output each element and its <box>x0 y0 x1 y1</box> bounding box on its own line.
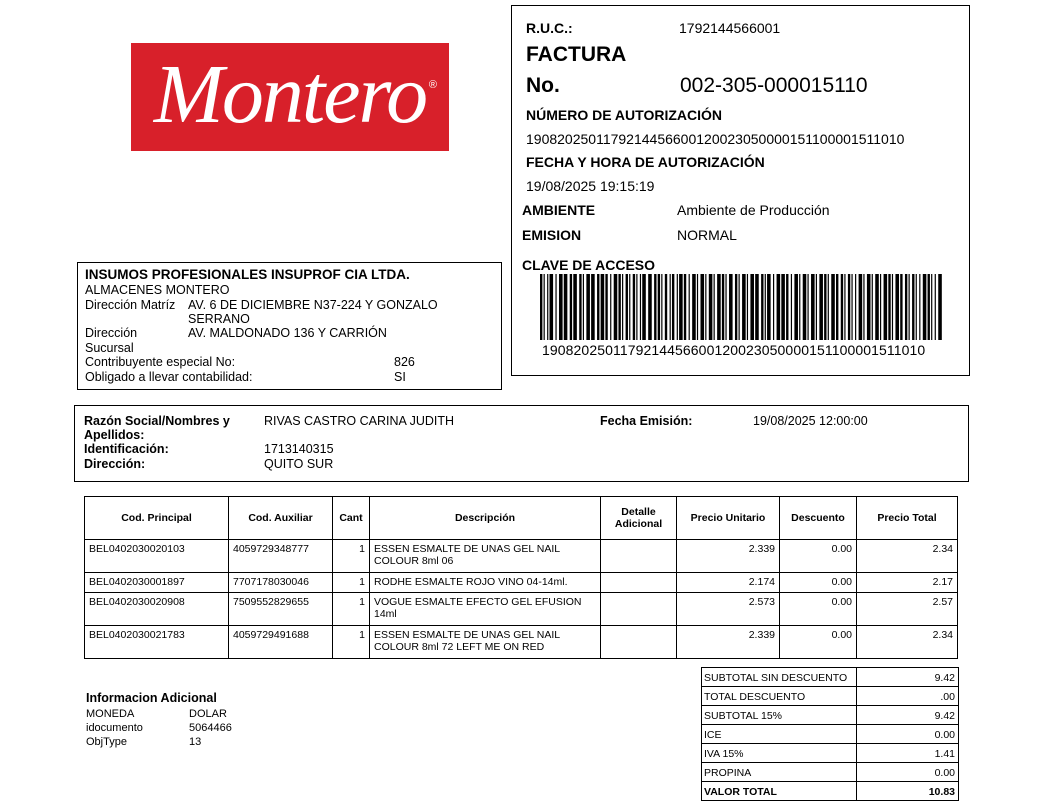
authorization-date-label: FECHA Y HORA DE AUTORIZACIÓN <box>526 154 765 170</box>
barcode-bar <box>863 274 864 340</box>
barcode-bar <box>636 274 637 340</box>
totals-row <box>702 687 959 706</box>
access-key-label: CLAVE DE ACCESO <box>522 257 656 273</box>
barcode-bar <box>884 274 888 340</box>
ice-label: ICE <box>702 725 857 744</box>
header-descuento: Descuento <box>780 497 857 540</box>
cell-descripcion: VOGUE ESMALTE EFECTO GEL EFUSION 14ml <box>370 593 601 626</box>
cell-cant: 1 <box>333 593 370 626</box>
barcode-bar <box>803 274 807 340</box>
barcode-bar <box>765 274 766 340</box>
barcode-bar <box>722 274 724 340</box>
cell-precio-total: 2.34 <box>857 626 958 659</box>
subtotal-15-label: SUBTOTAL 15% <box>702 706 857 725</box>
barcode-bar <box>755 274 759 340</box>
barcode-bar <box>841 274 843 340</box>
barcode-bar <box>816 274 817 340</box>
totals-table <box>701 667 959 801</box>
cell-detalle <box>601 593 677 626</box>
logo-text: Montero <box>153 48 427 141</box>
cell-cod-auxiliar: 7509552829655 <box>229 593 333 626</box>
buyer-id: 1713140315 <box>264 442 334 456</box>
authorization-number: 1908202501179214456600120023050000151100001511010 <box>526 131 905 147</box>
barcode-bar <box>591 274 595 340</box>
cell-descripcion: RODHE ESMALTE ROJO VINO 04-14ml. <box>370 573 601 593</box>
barcode-bar <box>583 274 584 340</box>
cell-descripcion: ESSEN ESMALTE DE UNAS GEL NAIL COLOUR 8ml 06 <box>370 540 601 573</box>
buyer-name-label: Razón Social/Nombres y <box>84 414 230 428</box>
authorization-date: 19/08/2025 19:15:19 <box>526 178 655 194</box>
cell-precio-unitario: 2.174 <box>677 573 780 593</box>
barcode-bar <box>665 274 667 340</box>
cell-precio-total: 2.57 <box>857 593 958 626</box>
buyer-name: RIVAS CASTRO CARINA JUDITH <box>264 414 455 428</box>
branch-address: AV. MALDONADO 136 Y CARRIÓN <box>188 326 387 340</box>
cell-descripcion: ESSEN ESMALTE DE UNAS GEL NAIL COLOUR 8ml 72 LEFT ME ON RED <box>370 626 601 659</box>
barcode-bar <box>559 274 563 340</box>
barcode-bar <box>791 274 792 340</box>
totals-row <box>702 782 959 801</box>
tip-value: 0.00 <box>857 763 959 782</box>
invoice-number-label: No. <box>526 74 560 97</box>
additional-info-title: Informacion Adicional <box>86 691 217 705</box>
iva-label: IVA 15% <box>702 744 857 763</box>
barcode-bar <box>928 274 930 340</box>
cell-precio-total: 2.34 <box>857 540 958 573</box>
totals-row <box>702 744 959 763</box>
barcode-bar <box>909 274 910 340</box>
environment-label: AMBIENTE <box>522 202 596 218</box>
cell-cant: 1 <box>333 573 370 593</box>
cell-cant: 1 <box>333 540 370 573</box>
barcode-bar <box>836 274 838 340</box>
issue-date-label: Fecha Emisión: <box>600 414 693 428</box>
grand-total-value: 10.83 <box>857 782 959 801</box>
table-row <box>85 540 958 573</box>
subtotal-value: 9.42 <box>857 668 959 687</box>
barcode-bar <box>654 274 656 340</box>
cell-descuento: 0.00 <box>780 573 857 593</box>
barcode-bar <box>935 274 936 340</box>
buyer-address-label: Dirección: <box>84 457 146 471</box>
totals-row <box>702 763 959 782</box>
barcode-bar <box>677 274 678 340</box>
emission-value: NORMAL <box>677 227 737 243</box>
header-cod-principal: Cod. Principal <box>85 497 229 540</box>
barcode-bar <box>851 274 852 340</box>
main-address-label: Dirección Matríz <box>85 298 176 312</box>
barcode-bar <box>648 274 652 340</box>
invoice-header-box <box>511 5 970 376</box>
barcode-bar <box>781 274 785 340</box>
barcode-bar <box>640 274 641 340</box>
cell-precio-unitario: 2.339 <box>677 626 780 659</box>
document-type: FACTURA <box>526 43 627 66</box>
additional-info-key: ObjType <box>86 736 127 748</box>
barcode-bar <box>579 274 581 340</box>
barcode-bar <box>828 274 829 340</box>
barcode-bar <box>670 274 671 340</box>
cell-cod-principal: BEL0402030021783 <box>85 626 229 659</box>
barcode-bar <box>700 274 704 340</box>
tip-label: PROPINA <box>702 763 857 782</box>
buyer-address: QUITO SUR <box>264 457 334 471</box>
barcode-bar <box>697 274 698 340</box>
grand-total-label: VALOR TOTAL <box>702 782 857 801</box>
emission-label: EMISION <box>522 227 582 243</box>
authorization-number-label: NÚMERO DE AUTORIZACIÓN <box>526 107 722 123</box>
cell-cod-principal: BEL0402030001897 <box>85 573 229 593</box>
accounting-label: Obligado a llevar contabilidad: <box>85 370 253 384</box>
barcode-bar <box>739 274 740 340</box>
barcode-bar <box>618 274 620 340</box>
montero-logo <box>131 43 449 151</box>
barcode-bar <box>855 274 856 340</box>
barcode-bar <box>705 274 706 340</box>
cell-detalle <box>601 540 677 573</box>
header-precio-total: Precio Total <box>857 497 958 540</box>
barcode-bar <box>540 274 542 340</box>
barcode-bar <box>773 274 774 340</box>
issuer-trade-name: ALMACENES MONTERO <box>85 283 230 297</box>
barcode-bar <box>923 274 927 340</box>
access-key-digits: 1908202501179214456600120023050000151100001511010 <box>542 342 926 358</box>
barcode-bar <box>919 274 920 340</box>
main-address-line2: SERRANO <box>188 312 250 326</box>
cell-descuento: 0.00 <box>780 540 857 573</box>
cell-precio-unitario: 2.339 <box>677 540 780 573</box>
environment-value: Ambiente de Producción <box>677 202 830 218</box>
barcode-bar <box>642 274 646 340</box>
registered-mark: ® <box>428 79 437 91</box>
total-discount-value: .00 <box>857 687 959 706</box>
buyer-id-label: Identificación: <box>84 442 169 456</box>
barcode-bar <box>633 274 635 340</box>
barcode-bar <box>819 274 823 340</box>
barcode-bar <box>692 274 696 340</box>
branch-address-label-2: Sucursal <box>85 341 134 355</box>
table-row <box>85 593 958 626</box>
barcode-bar <box>794 274 798 340</box>
iva-value: 1.41 <box>857 744 959 763</box>
additional-info-key: idocumento <box>86 722 143 734</box>
access-key-barcode <box>540 274 943 346</box>
barcode-bar <box>872 274 873 340</box>
items-header-row <box>85 497 958 540</box>
barcode-bar <box>626 274 628 340</box>
table-row <box>85 626 958 659</box>
barcode-bar <box>824 274 826 340</box>
barcode-bar <box>570 274 572 340</box>
issuer-box <box>77 262 502 390</box>
additional-info-key: MONEDA <box>86 708 135 720</box>
barcode-bar <box>679 274 683 340</box>
barcode-bar <box>895 274 899 340</box>
barcode-bar <box>550 274 554 340</box>
cell-descuento: 0.00 <box>780 593 857 626</box>
barcode-bar <box>767 274 771 340</box>
subtotal-label: SUBTOTAL SIN DESCUENTO <box>702 668 857 687</box>
barcode-bar <box>586 274 590 340</box>
header-cant: Cant <box>333 497 370 540</box>
barcode-bar <box>614 274 618 340</box>
barcode-bar <box>555 274 556 340</box>
additional-info-value: 5064466 <box>189 722 232 734</box>
issuer-name: INSUMOS PROFESIONALES INSUPROF CIA LTDA. <box>85 267 410 282</box>
cell-cod-principal: BEL0402030020908 <box>85 593 229 626</box>
barcode-bar <box>610 274 611 340</box>
barcode-bar <box>573 274 577 340</box>
barcode-bar <box>880 274 881 340</box>
cell-cod-principal: BEL0402030020103 <box>85 540 229 573</box>
accounting-value: SI <box>394 370 406 384</box>
barcode-bar <box>892 274 893 340</box>
main-address-line1: AV. 6 DE DICIEMBRE N37-224 Y GONZALO <box>188 298 438 312</box>
barcode-bar <box>750 274 754 340</box>
barcode-bar <box>831 274 835 340</box>
totals-row <box>702 706 959 725</box>
barcode-bar <box>661 274 662 340</box>
subtotal-15-value: 9.42 <box>857 706 959 725</box>
barcode-bar <box>629 274 630 340</box>
cell-cod-auxiliar: 4059729491688 <box>229 626 333 659</box>
barcode-bar <box>811 274 815 340</box>
barcode-bar <box>931 274 932 340</box>
ice-value: 0.00 <box>857 725 959 744</box>
barcode-bar <box>938 274 942 340</box>
barcode-bar <box>761 274 763 340</box>
total-discount-label: TOTAL DESCUENTO <box>702 687 857 706</box>
barcode-bar <box>717 274 721 340</box>
barcode-bar <box>905 274 907 340</box>
barcode-bar <box>672 274 674 340</box>
barcode-bar <box>786 274 788 340</box>
cell-descuento: 0.00 <box>780 626 857 659</box>
table-row <box>85 573 958 593</box>
ruc-label: R.U.C.: <box>526 20 573 36</box>
buyer-name-label-2: Apellidos: <box>84 428 145 442</box>
cell-detalle <box>601 626 677 659</box>
header-detalle-adicional: Detalle Adicional <box>601 497 677 540</box>
barcode-bar <box>900 274 902 340</box>
barcode-bar <box>916 274 917 340</box>
barcode-bar <box>601 274 605 340</box>
additional-info-value: DOLAR <box>189 708 227 720</box>
barcode-bar <box>747 274 748 340</box>
barcode-bar <box>605 274 607 340</box>
barcode-bar <box>867 274 871 340</box>
barcode-bar <box>844 274 845 340</box>
barcode-bar <box>547 274 548 340</box>
cell-cant: 1 <box>333 626 370 659</box>
header-cod-auxiliar: Cod. Auxiliar <box>229 497 333 540</box>
barcode-bar <box>714 274 715 340</box>
totals-row <box>702 668 959 687</box>
barcode-bar <box>777 274 781 340</box>
totals-row <box>702 725 959 744</box>
items-table <box>84 496 958 659</box>
cell-detalle <box>601 573 677 593</box>
barcode-bar <box>597 274 599 340</box>
special-taxpayer-label: Contribuyente especial No: <box>85 355 236 369</box>
header-precio-unitario: Precio Unitario <box>677 497 780 540</box>
barcode-bar <box>735 274 737 340</box>
barcode-bar <box>848 274 850 340</box>
branch-address-label: Dirección <box>85 326 138 340</box>
barcode-bar <box>799 274 800 340</box>
invoice-number: 002-305-000015110 <box>680 74 868 97</box>
issue-date: 19/08/2025 12:00:00 <box>753 414 868 428</box>
buyer-box <box>74 405 969 482</box>
barcode-bar <box>875 274 879 340</box>
barcode-bar <box>729 274 733 340</box>
barcode-bar <box>725 274 726 340</box>
cell-cod-auxiliar: 4059729348777 <box>229 540 333 573</box>
ruc-value: 1792144566001 <box>679 20 781 36</box>
barcode-bar <box>684 274 686 340</box>
additional-info-value: 13 <box>189 736 202 748</box>
special-taxpayer-value: 826 <box>394 355 415 369</box>
barcode-bar <box>709 274 713 340</box>
barcode-bar <box>888 274 890 340</box>
barcode-bar <box>859 274 863 340</box>
barcode-bar <box>807 274 808 340</box>
cell-precio-unitario: 2.573 <box>677 593 780 626</box>
barcode-bar <box>912 274 914 340</box>
barcode-bar <box>564 274 568 340</box>
barcode-bar <box>742 274 746 340</box>
cell-cod-auxiliar: 7707178030046 <box>229 573 333 593</box>
cell-precio-total: 2.17 <box>857 573 958 593</box>
barcode-bar <box>689 274 690 340</box>
header-descripcion: Descripción <box>370 497 601 540</box>
barcode-bar <box>658 274 660 340</box>
barcode-bar <box>544 274 545 340</box>
barcode-bar <box>622 274 623 340</box>
